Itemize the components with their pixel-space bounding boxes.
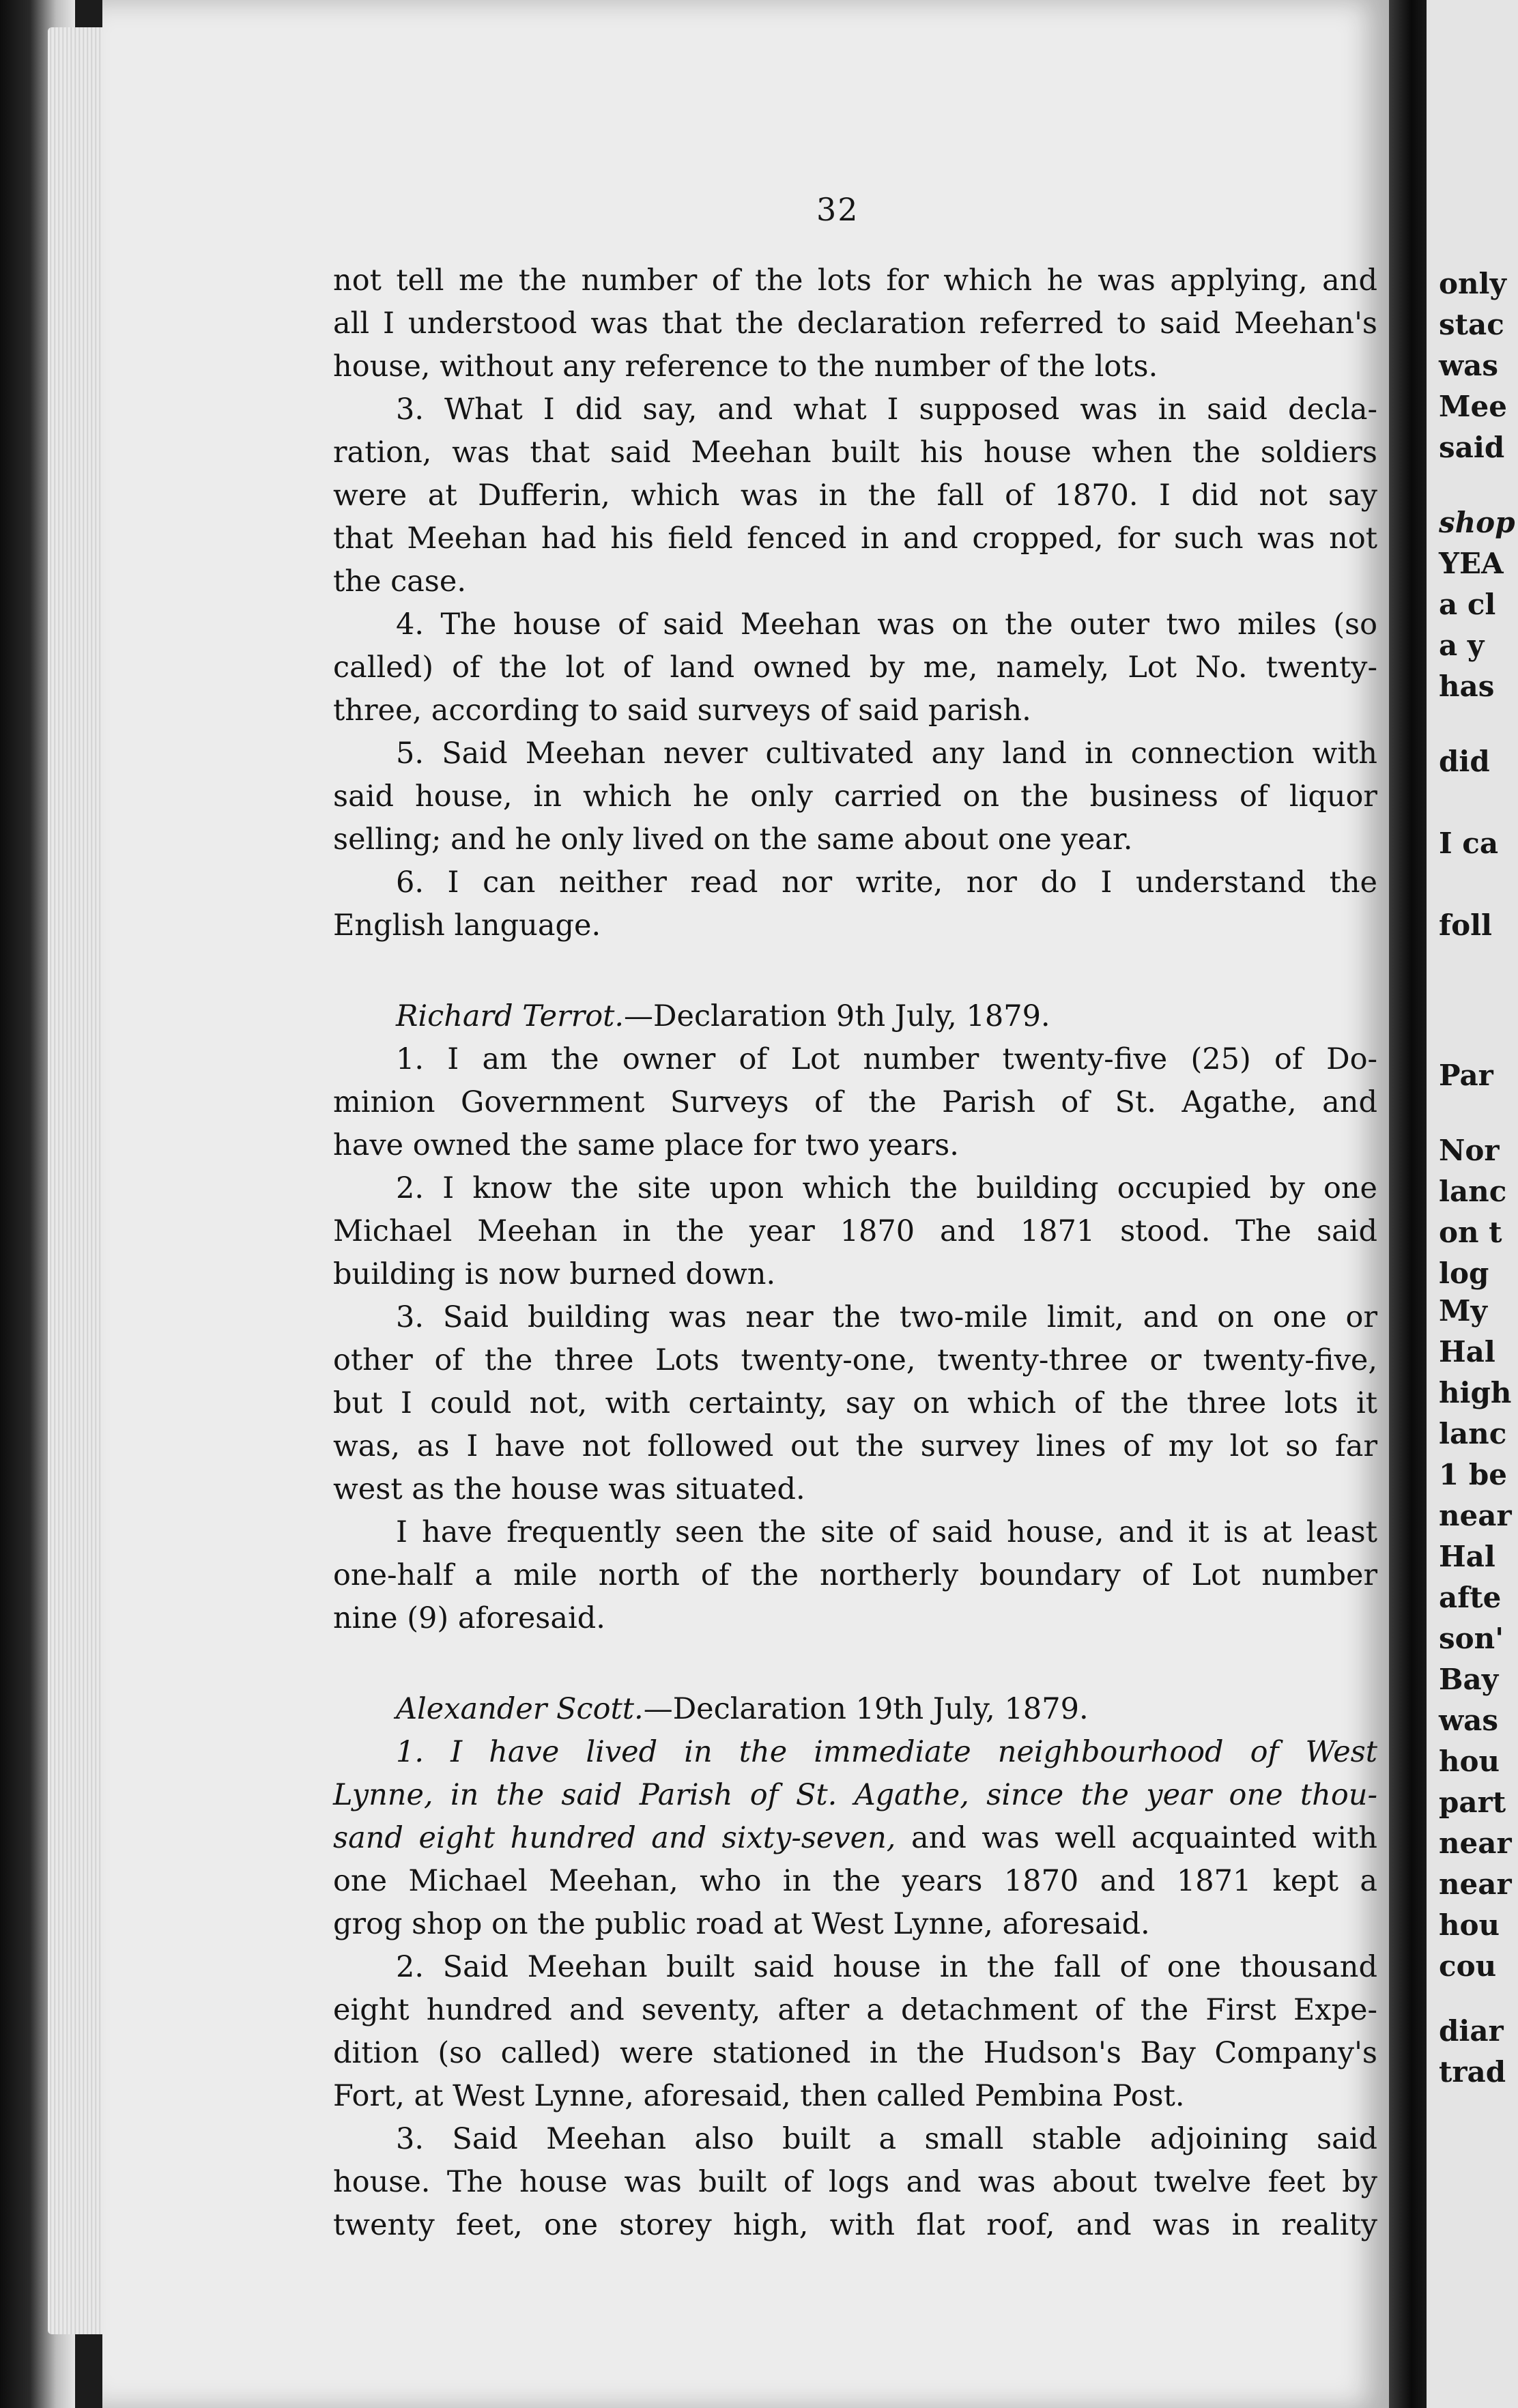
text-line xyxy=(333,2032,1377,2075)
text-line xyxy=(333,1167,1377,1210)
text-line xyxy=(333,995,1377,1038)
text-line xyxy=(333,1989,1377,2032)
italic-text: 1. I have lived in the immediate neighbourhood of West xyxy=(396,1735,1377,1769)
paragraph xyxy=(333,388,1377,603)
line-text: ration, was that said Meehan built his house when the soldiers xyxy=(333,435,1377,470)
text-line xyxy=(333,1554,1377,1597)
facing-line: hou xyxy=(1439,1908,1500,1942)
text-line xyxy=(333,1511,1377,1554)
line-text: selling; and he only lived on the same about one year. xyxy=(333,822,1133,857)
facing-line: YEA xyxy=(1439,547,1504,580)
facing-line: shop xyxy=(1439,506,1515,539)
text-line xyxy=(333,1425,1377,1468)
facing-line: Hal xyxy=(1439,1540,1495,1573)
facing-line: Nor xyxy=(1439,1134,1500,1167)
line-text: house. The house was built of logs and was about twelve feet by xyxy=(333,2165,1377,2199)
facing-line: near xyxy=(1439,1826,1512,1860)
facing-line: near xyxy=(1439,1867,1512,1901)
line-text: 6. I can neither read nor write, nor do I understand the xyxy=(396,865,1377,900)
line-text: one Michael Meehan, who in the years 1870 and 1871 kept a xyxy=(333,1864,1377,1898)
line-text: 3. Said Meehan also built a small stable adjoining said xyxy=(396,2122,1377,2156)
facing-line: a cl xyxy=(1439,588,1496,621)
text-line xyxy=(333,1946,1377,1989)
text-line xyxy=(333,1382,1377,1425)
facing-line: son' xyxy=(1439,1622,1504,1655)
line-text: Michael Meehan in the year 1870 and 1871 stood. The said xyxy=(333,1214,1377,1248)
paragraph xyxy=(333,259,1377,388)
book-gutter xyxy=(1389,0,1427,2408)
line-text: —Declaration 19th July, 1879. xyxy=(643,1692,1089,1726)
paragraph xyxy=(333,2118,1377,2247)
line-text: the case. xyxy=(333,564,466,599)
paragraph xyxy=(333,995,1377,1167)
text-line xyxy=(333,1817,1377,1860)
line-text: 2. Said Meehan built said house in the fall of one thousand xyxy=(396,1950,1377,1984)
facing-line: has xyxy=(1439,670,1495,703)
facing-line: afte xyxy=(1439,1581,1502,1614)
facing-line: Bay xyxy=(1439,1663,1499,1696)
text-line xyxy=(333,1731,1377,1774)
line-text: house, without any reference to the number of the lots. xyxy=(333,349,1158,384)
paragraph xyxy=(333,1688,1377,1946)
line-text: other of the three Lots twenty-one, twenty-three or twenty-five, xyxy=(333,1343,1377,1377)
facing-line: on t xyxy=(1439,1216,1502,1249)
italic-text: sand eight hundred and sixty-seven, xyxy=(333,1821,896,1855)
text-line xyxy=(333,259,1377,302)
text-line xyxy=(333,775,1377,818)
page-number: 32 xyxy=(816,191,859,228)
line-text: 3. Said building was near the two-mile limit, and on one or xyxy=(396,1300,1377,1334)
line-text: west as the house was situated. xyxy=(333,1472,805,1506)
text-line xyxy=(333,732,1377,775)
facing-line: Mee xyxy=(1439,390,1507,423)
text-line xyxy=(333,1597,1377,1640)
paragraph xyxy=(333,1296,1377,1511)
facing-line: lanc xyxy=(1439,1417,1507,1450)
text-line xyxy=(333,904,1377,947)
line-text: that Meehan had his field fenced in and cropped, for such was not xyxy=(333,521,1377,556)
text-line xyxy=(333,1860,1377,1903)
text-line xyxy=(333,2204,1377,2247)
facing-line: My xyxy=(1439,1294,1487,1328)
facing-line: near xyxy=(1439,1499,1512,1532)
line-text: said house, in which he only carried on the business of liquor xyxy=(333,779,1377,814)
line-text: was, as I have not followed out the survey lines of my lot so far xyxy=(333,1429,1377,1463)
text-line xyxy=(333,1253,1377,1296)
facing-line: a y xyxy=(1439,629,1485,662)
facing-line: stac xyxy=(1439,308,1504,341)
text-line xyxy=(333,818,1377,861)
line-text: have owned the same place for two years. xyxy=(333,1128,959,1162)
facing-line: high xyxy=(1439,1376,1512,1409)
facing-line: only xyxy=(1439,267,1506,300)
line-text: called) of the lot of land owned by me, namely, Lot No. twenty- xyxy=(333,650,1377,685)
text-line xyxy=(333,2118,1377,2161)
line-text: three, according to said surveys of said parish. xyxy=(333,693,1031,728)
facing-line: cou xyxy=(1439,1949,1497,1983)
text-line xyxy=(333,1339,1377,1382)
line-text: not tell me the number of the lots for which he was applying, and xyxy=(333,263,1377,298)
text-line xyxy=(333,1903,1377,1946)
facing-line: did xyxy=(1439,745,1490,778)
facing-line: part xyxy=(1439,1786,1506,1819)
text-line xyxy=(333,646,1377,689)
text-line xyxy=(333,1124,1377,1167)
text-line xyxy=(333,861,1377,904)
facing-line: lanc xyxy=(1439,1175,1507,1208)
line-text: minion Government Surveys of the Parish of St. Agathe, and xyxy=(333,1085,1377,1119)
line-text: 2. I know the site upon which the building occupied by one xyxy=(396,1171,1377,1205)
line-text: eight hundred and seventy, after a detachment of the First Expe- xyxy=(333,1993,1377,2027)
line-text: Fort, at West Lynne, aforesaid, then called Pembina Post. xyxy=(333,2079,1185,2113)
line-text: 1. I am the owner of Lot number twenty-five (25) of Do- xyxy=(396,1042,1377,1076)
italic-text: Alexander Scott. xyxy=(396,1692,644,1726)
line-text: dition (so called) were stationed in the Hudson's Bay Company's xyxy=(333,2036,1377,2070)
paragraph xyxy=(333,1511,1377,1640)
facing-line: was xyxy=(1439,349,1499,382)
text-line xyxy=(333,474,1377,517)
line-text: 4. The house of said Meehan was on the outer two miles (so xyxy=(396,607,1377,642)
text-line xyxy=(333,603,1377,646)
line-text: all I understood was that the declaration referred to said Meehan's xyxy=(333,306,1377,341)
text-line xyxy=(333,2161,1377,2204)
line-text: but I could not, with certainty, say on which of the three lots it xyxy=(333,1386,1377,1420)
text-line xyxy=(333,1688,1377,1731)
line-text: 3. What I did say, and what I supposed was in said decla- xyxy=(396,392,1377,427)
text-line xyxy=(333,302,1377,345)
line-text: 5. Said Meehan never cultivated any land in connection with xyxy=(396,736,1377,771)
text-line xyxy=(333,2075,1377,2118)
line-text: twenty feet, one storey high, with flat roof, and was in reality xyxy=(333,2208,1377,2242)
text-line xyxy=(333,1774,1377,1817)
paragraph xyxy=(333,861,1377,947)
facing-line: trad xyxy=(1439,2055,1506,2089)
italic-text: Lynne, in the said Parish of St. Agathe, since the year one thou- xyxy=(333,1778,1377,1812)
line-text: building is now burned down. xyxy=(333,1257,776,1291)
line-text: grog shop on the public road at West Lynne, aforesaid. xyxy=(333,1907,1150,1941)
text-line xyxy=(333,560,1377,603)
facing-line: said xyxy=(1439,431,1505,464)
text-line xyxy=(333,1210,1377,1253)
page-body xyxy=(333,259,1377,2247)
line-text: one-half a mile north of the northerly boundary of Lot number xyxy=(333,1558,1377,1592)
text-line xyxy=(333,1038,1377,1081)
facing-page-fragment xyxy=(1427,0,1518,2408)
paragraph xyxy=(333,732,1377,861)
facing-line: foll xyxy=(1439,908,1492,942)
facing-line: 1 be xyxy=(1439,1458,1507,1491)
italic-text: Richard Terrot. xyxy=(396,999,625,1033)
line-text: nine (9) aforesaid. xyxy=(333,1601,605,1635)
paragraph xyxy=(333,1167,1377,1296)
facing-line: log xyxy=(1439,1257,1489,1290)
paragraph xyxy=(333,1946,1377,2118)
text-line xyxy=(333,689,1377,732)
text-line xyxy=(333,1468,1377,1511)
text-line xyxy=(333,1296,1377,1339)
facing-line: Par xyxy=(1439,1059,1493,1092)
text-line xyxy=(333,388,1377,431)
line-text: English language. xyxy=(333,908,601,943)
text-line xyxy=(333,431,1377,474)
line-text: and was well acquainted with xyxy=(896,1821,1378,1855)
paragraph xyxy=(333,603,1377,732)
text-line xyxy=(333,1081,1377,1124)
line-text: I have frequently seen the site of said house, and it is at least xyxy=(396,1515,1377,1549)
facing-line: hou xyxy=(1439,1745,1500,1778)
text-line xyxy=(333,517,1377,560)
line-text: —Declaration 9th July, 1879. xyxy=(624,999,1050,1033)
text-line xyxy=(333,345,1377,388)
facing-line: I ca xyxy=(1439,827,1499,860)
facing-line: was xyxy=(1439,1704,1499,1737)
facing-line: diar xyxy=(1439,2014,1504,2048)
line-text: were at Dufferin, which was in the fall of 1870. I did not say xyxy=(333,478,1377,513)
facing-line: Hal xyxy=(1439,1335,1495,1368)
